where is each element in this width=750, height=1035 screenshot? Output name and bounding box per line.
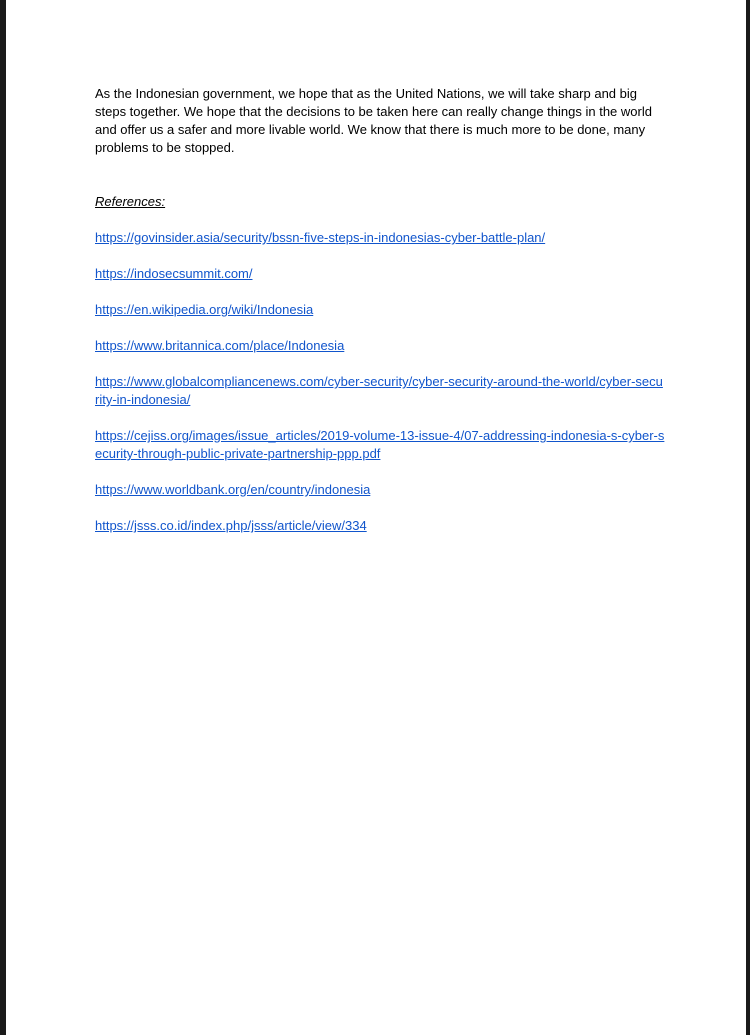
page-content — [95, 85, 665, 535]
reference-link-cejiss[interactable]: https://cejiss.org/images/issue_articles/2019-volume-13-issue-4/07-addressing-indonesia-s-cyber-security-through-public-private-partnership-ppp.pdf — [95, 428, 665, 461]
reference-link-govinsider[interactable]: https://govinsider.asia/security/bssn-five-steps-in-indonesias-cyber-battle-plan/ — [95, 230, 546, 245]
reference-link-indosecsummit[interactable]: https://indosecsummit.com/ — [95, 266, 253, 281]
reference-link-jsss[interactable]: https://jsss.co.id/index.php/jsss/article/view/334 — [95, 518, 367, 533]
reference-item — [95, 427, 665, 463]
reference-item — [95, 517, 665, 535]
reference-item — [95, 337, 665, 355]
reference-link-britannica[interactable]: https://www.britannica.com/place/Indonesia — [95, 338, 345, 353]
reference-item — [95, 373, 665, 409]
reference-link-globalcompliancenews[interactable]: https://www.globalcompliancenews.com/cyber-security/cyber-security-around-the-world/cyber-security-in-indonesia/ — [95, 374, 663, 407]
reference-link-wikipedia[interactable]: https://en.wikipedia.org/wiki/Indonesia — [95, 302, 314, 317]
reference-link-worldbank[interactable]: https://www.worldbank.org/en/country/indonesia — [95, 482, 371, 497]
reference-item — [95, 481, 665, 499]
references-heading: References: — [95, 194, 166, 209]
reference-item — [95, 229, 665, 247]
body-paragraph: As the Indonesian government, we hope that as the United Nations, we will take sharp and big steps together. We hope that the decisions to be taken here can really change things in the world and offer us a safer and more livable world. We know that there is much more to be done, many problems to be stopped. — [95, 86, 652, 155]
reference-item — [95, 301, 665, 319]
reference-item — [95, 265, 665, 283]
references-list — [95, 229, 665, 535]
document-page — [6, 0, 746, 1035]
